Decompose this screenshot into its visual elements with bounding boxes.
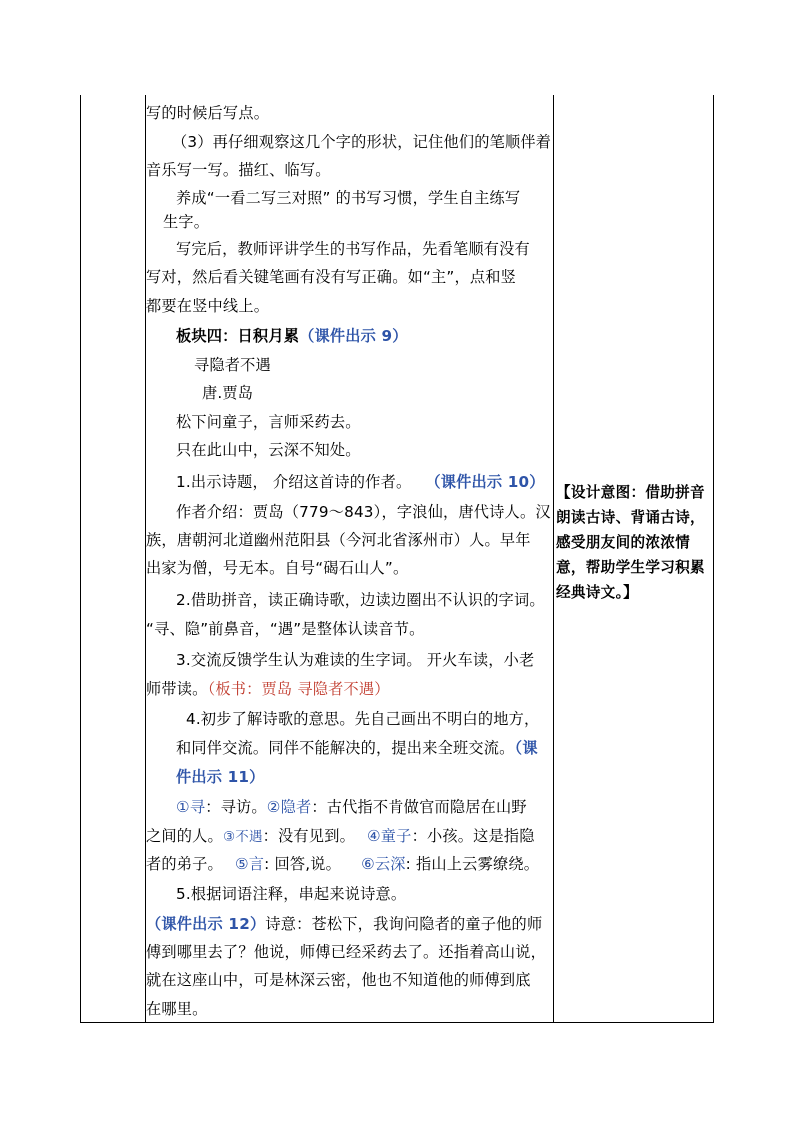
courseware-tag: （课件出示 12） bbox=[146, 915, 266, 933]
text-line: 写的时候后写点。 bbox=[146, 104, 270, 122]
text-line: 生字。 bbox=[163, 213, 210, 231]
note-line: 意，帮助学生学习积累 bbox=[556, 559, 705, 576]
step-text: 和同伴交流。同伴不能解决的，提出来全班交流。 bbox=[176, 739, 515, 757]
board-writing: （板书：贾岛 寻隐者不遇） bbox=[207, 680, 390, 698]
text-line: 养成“一看二写三对照” 的书写习惯，学生自主练写 bbox=[176, 189, 521, 207]
text-line: 2.借助拼音，读正确诗歌，边读边圈出不认识的字词。 bbox=[176, 591, 545, 609]
note-def: : 指山上云雾缭绕。 bbox=[405, 855, 540, 873]
note-term: ④童子 bbox=[366, 827, 412, 845]
note-term: ①寻 bbox=[176, 798, 206, 816]
meaning-line: 傅到哪里去了？他说，师傅已经采药去了。还指着高山说， bbox=[146, 943, 547, 961]
poem-author: 唐.贾岛 bbox=[202, 384, 254, 402]
note-line bbox=[176, 796, 527, 818]
note-def: : 回答,说。 bbox=[264, 855, 342, 873]
text-line: 都要在竖中线上。 bbox=[146, 297, 270, 315]
text-line: 写完后，教师评讲学生的书写作品，先看笔顺有没有 bbox=[176, 240, 530, 258]
text-line: 4.初步了解诗歌的意思。先自己画出不明白的地方， bbox=[186, 710, 540, 728]
note-def: ：没有见到。 bbox=[262, 827, 355, 845]
text-line: 作者介绍：贾岛（779～843），字浪仙，唐代诗人。汉 bbox=[176, 503, 551, 521]
poem-line: 松下问童子，言师采药去。 bbox=[176, 413, 361, 431]
note-line: 感受朋友间的浓浓情 bbox=[556, 534, 691, 551]
table-border-left bbox=[80, 95, 81, 1023]
note-def: ：小孩。这是指隐 bbox=[411, 827, 535, 845]
text-line: 写对，然后看关键笔画有没有写正确。如“主”，点和竖 bbox=[146, 268, 517, 286]
text-line: 族，唐朝河北道幽州范阳县（今河北省涿州市）人。早年 bbox=[146, 531, 531, 549]
design-intent-note bbox=[556, 480, 712, 605]
note-def: ：古代指不肯做官而隐居在山野 bbox=[311, 798, 527, 816]
step-text: 1.出示诗题， 介绍这首诗的作者。 bbox=[176, 473, 412, 491]
text-line: （3）再仔细观察这几个字的形状，记住他们的笔顺伴着 bbox=[172, 133, 552, 151]
step-line bbox=[176, 471, 545, 493]
meaning-line: 就在这座山中，可是林深云密，他也不知道他的师傅到底 bbox=[146, 971, 531, 989]
note-def: ：寻访。 bbox=[205, 798, 267, 816]
note-def: 者的弟子。 bbox=[146, 855, 223, 873]
table-border-right bbox=[713, 95, 714, 1023]
table-border-col2 bbox=[553, 95, 554, 1023]
text-line: 音乐写一写。描红、临写。 bbox=[146, 161, 331, 179]
meaning-text: 诗意：苍松下，我询问隐者的童子他的师 bbox=[265, 915, 543, 933]
step-line bbox=[176, 737, 538, 759]
meaning-line: 在哪里。 bbox=[146, 1000, 208, 1018]
note-line bbox=[146, 825, 535, 848]
courseware-tag: （课件出示 9） bbox=[299, 327, 408, 345]
text-line: “寻、隐”前鼻音，“遇”是整体认读音节。 bbox=[146, 620, 425, 638]
table-border-bottom bbox=[80, 1022, 714, 1023]
note-term: ⑤言 bbox=[234, 855, 265, 873]
note-line: 经典诗文。】 bbox=[556, 584, 639, 601]
step-line bbox=[146, 678, 390, 700]
text-line: 出家为僧，号无本。自号“碣石山人”。 bbox=[146, 559, 409, 577]
note-def: 之间的人。 bbox=[146, 827, 223, 845]
note-line: 【设计意图：借助拼音 bbox=[556, 484, 705, 501]
poem-title: 寻隐者不遇 bbox=[194, 356, 271, 374]
step-text: 师带读。 bbox=[146, 680, 208, 698]
meaning-line bbox=[146, 913, 542, 935]
note-term: ②隐者 bbox=[266, 798, 312, 816]
section-title: 板块四：日积月累 bbox=[176, 327, 300, 345]
courseware-tag: 件出示 11） bbox=[176, 768, 265, 786]
poem-line: 只在此山中，云深不知处。 bbox=[176, 441, 361, 459]
note-line bbox=[146, 853, 539, 875]
lesson-content bbox=[146, 96, 552, 1022]
note-line: 朗读古诗、背诵古诗， bbox=[556, 509, 705, 526]
courseware-tag: （课件出示 10） bbox=[425, 473, 545, 491]
text-line: 5.根据词语注释，串起来说诗意。 bbox=[176, 885, 407, 903]
section-heading bbox=[176, 325, 408, 347]
note-term: ③不遇 bbox=[222, 829, 263, 845]
text-line: 3.交流反馈学生认为难读的生字词。 开火车读，小老 bbox=[176, 651, 535, 669]
note-term: ⑥云深 bbox=[361, 855, 406, 873]
courseware-tag: （课 bbox=[514, 739, 538, 757]
